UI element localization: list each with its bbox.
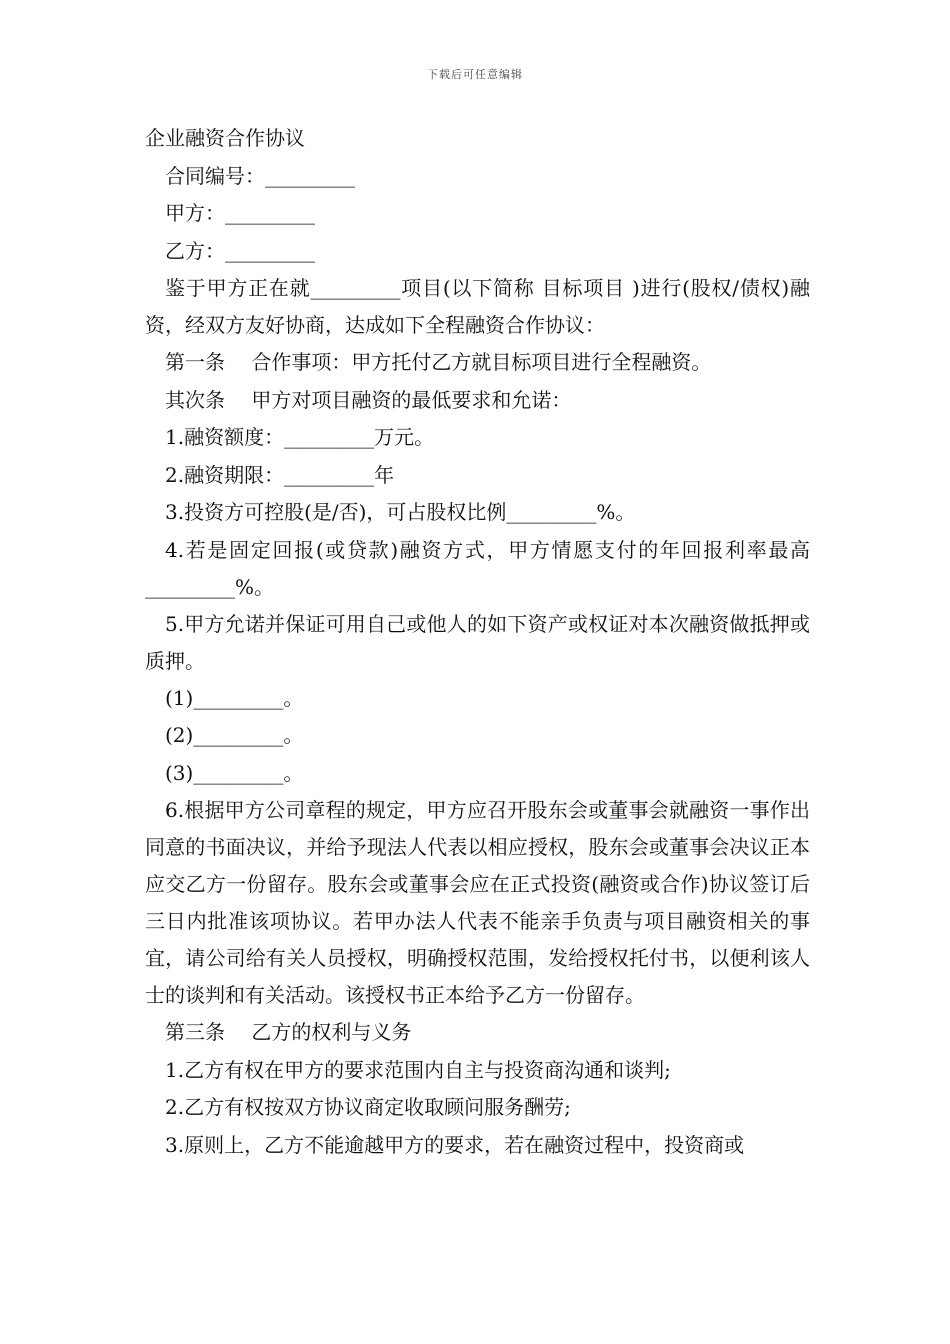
article-2-item-4 xyxy=(145,532,810,606)
document-body xyxy=(145,120,810,1164)
party-b: 乙方：_________ xyxy=(165,238,315,263)
collateral-item-1: (1)_________。 xyxy=(165,685,304,710)
contract-number: 合同编号：_________ xyxy=(165,163,355,188)
recital-paragraph xyxy=(145,270,810,344)
article-3-item-1: 1.乙方有权在甲方的要求范围内自主与投资商沟通和谈判; xyxy=(165,1057,671,1082)
collateral-item-2: (2)_________。 xyxy=(165,723,304,747)
article-2-heading: 其次条 甲方对项目融资的最低要求和允诺： xyxy=(165,387,572,412)
article-1: 第一条 合作事项：甲方托付乙方就目标项目进行全程融资。 xyxy=(165,350,712,374)
article-2-item-3: 3.投资方可控股(是/否)，可占股权比例_________%。 xyxy=(165,500,636,524)
article-3-heading: 第三条 乙方的权利与义务 xyxy=(165,1020,412,1044)
document-title: 企业融资合作协议 xyxy=(145,126,305,150)
page-header: 下载后可任意编辑 xyxy=(427,68,523,81)
article-2-item-4-text: 4.若是固定回报(或贷款)融资方式，甲方情愿支付的年回报利率最高_________%。 xyxy=(145,537,810,599)
article-2-item-5-text: 5.甲方允诺并保证可用自己或他人的如下资产或权证对本次融资做抵押或质押。 xyxy=(145,611,810,673)
party-a: 甲方：_________ xyxy=(165,201,315,225)
article-3-item-3: 3.原则上，乙方不能逾越甲方的要求，若在融资过程中，投资商或 xyxy=(165,1132,745,1157)
article-2-item-6 xyxy=(145,792,810,1014)
article-2-item-1: 1.融资额度：_________万元。 xyxy=(165,425,435,449)
article-2-item-5 xyxy=(145,606,810,680)
article-3-item-2: 2.乙方有权按双方协议商定收取顾问服务酬劳; xyxy=(165,1095,571,1119)
recital-text: 鉴于甲方正在就_________项目(以下简称 目标项目 )进行(股权/债权)融资，经双方友好协商，达成如下全程融资合作协议： xyxy=(145,276,810,337)
article-2-item-6-text: 6.根据甲方公司章程的规定，甲方应召开股东会或董事会就融资一事作出同意的书面决议，并给予现法人代表以相应授权，股东会或董事会决议正本应交乙方一份留存。股东会或董事会应在正式投资(融资或合作)协议签订后三日内批准该项协议。若甲办法人代表不能亲手负责与项目融资相关的事宜，请公司给有关人员授权，明确授权范围，发给授权托付书，以便利该人士的谈判和有关活动。该授权书正本给予乙方一份留存。 xyxy=(145,798,810,1007)
article-2-item-2: 2.融资期限：_________年 xyxy=(165,462,395,487)
collateral-item-3: (3)_________。 xyxy=(165,760,304,785)
